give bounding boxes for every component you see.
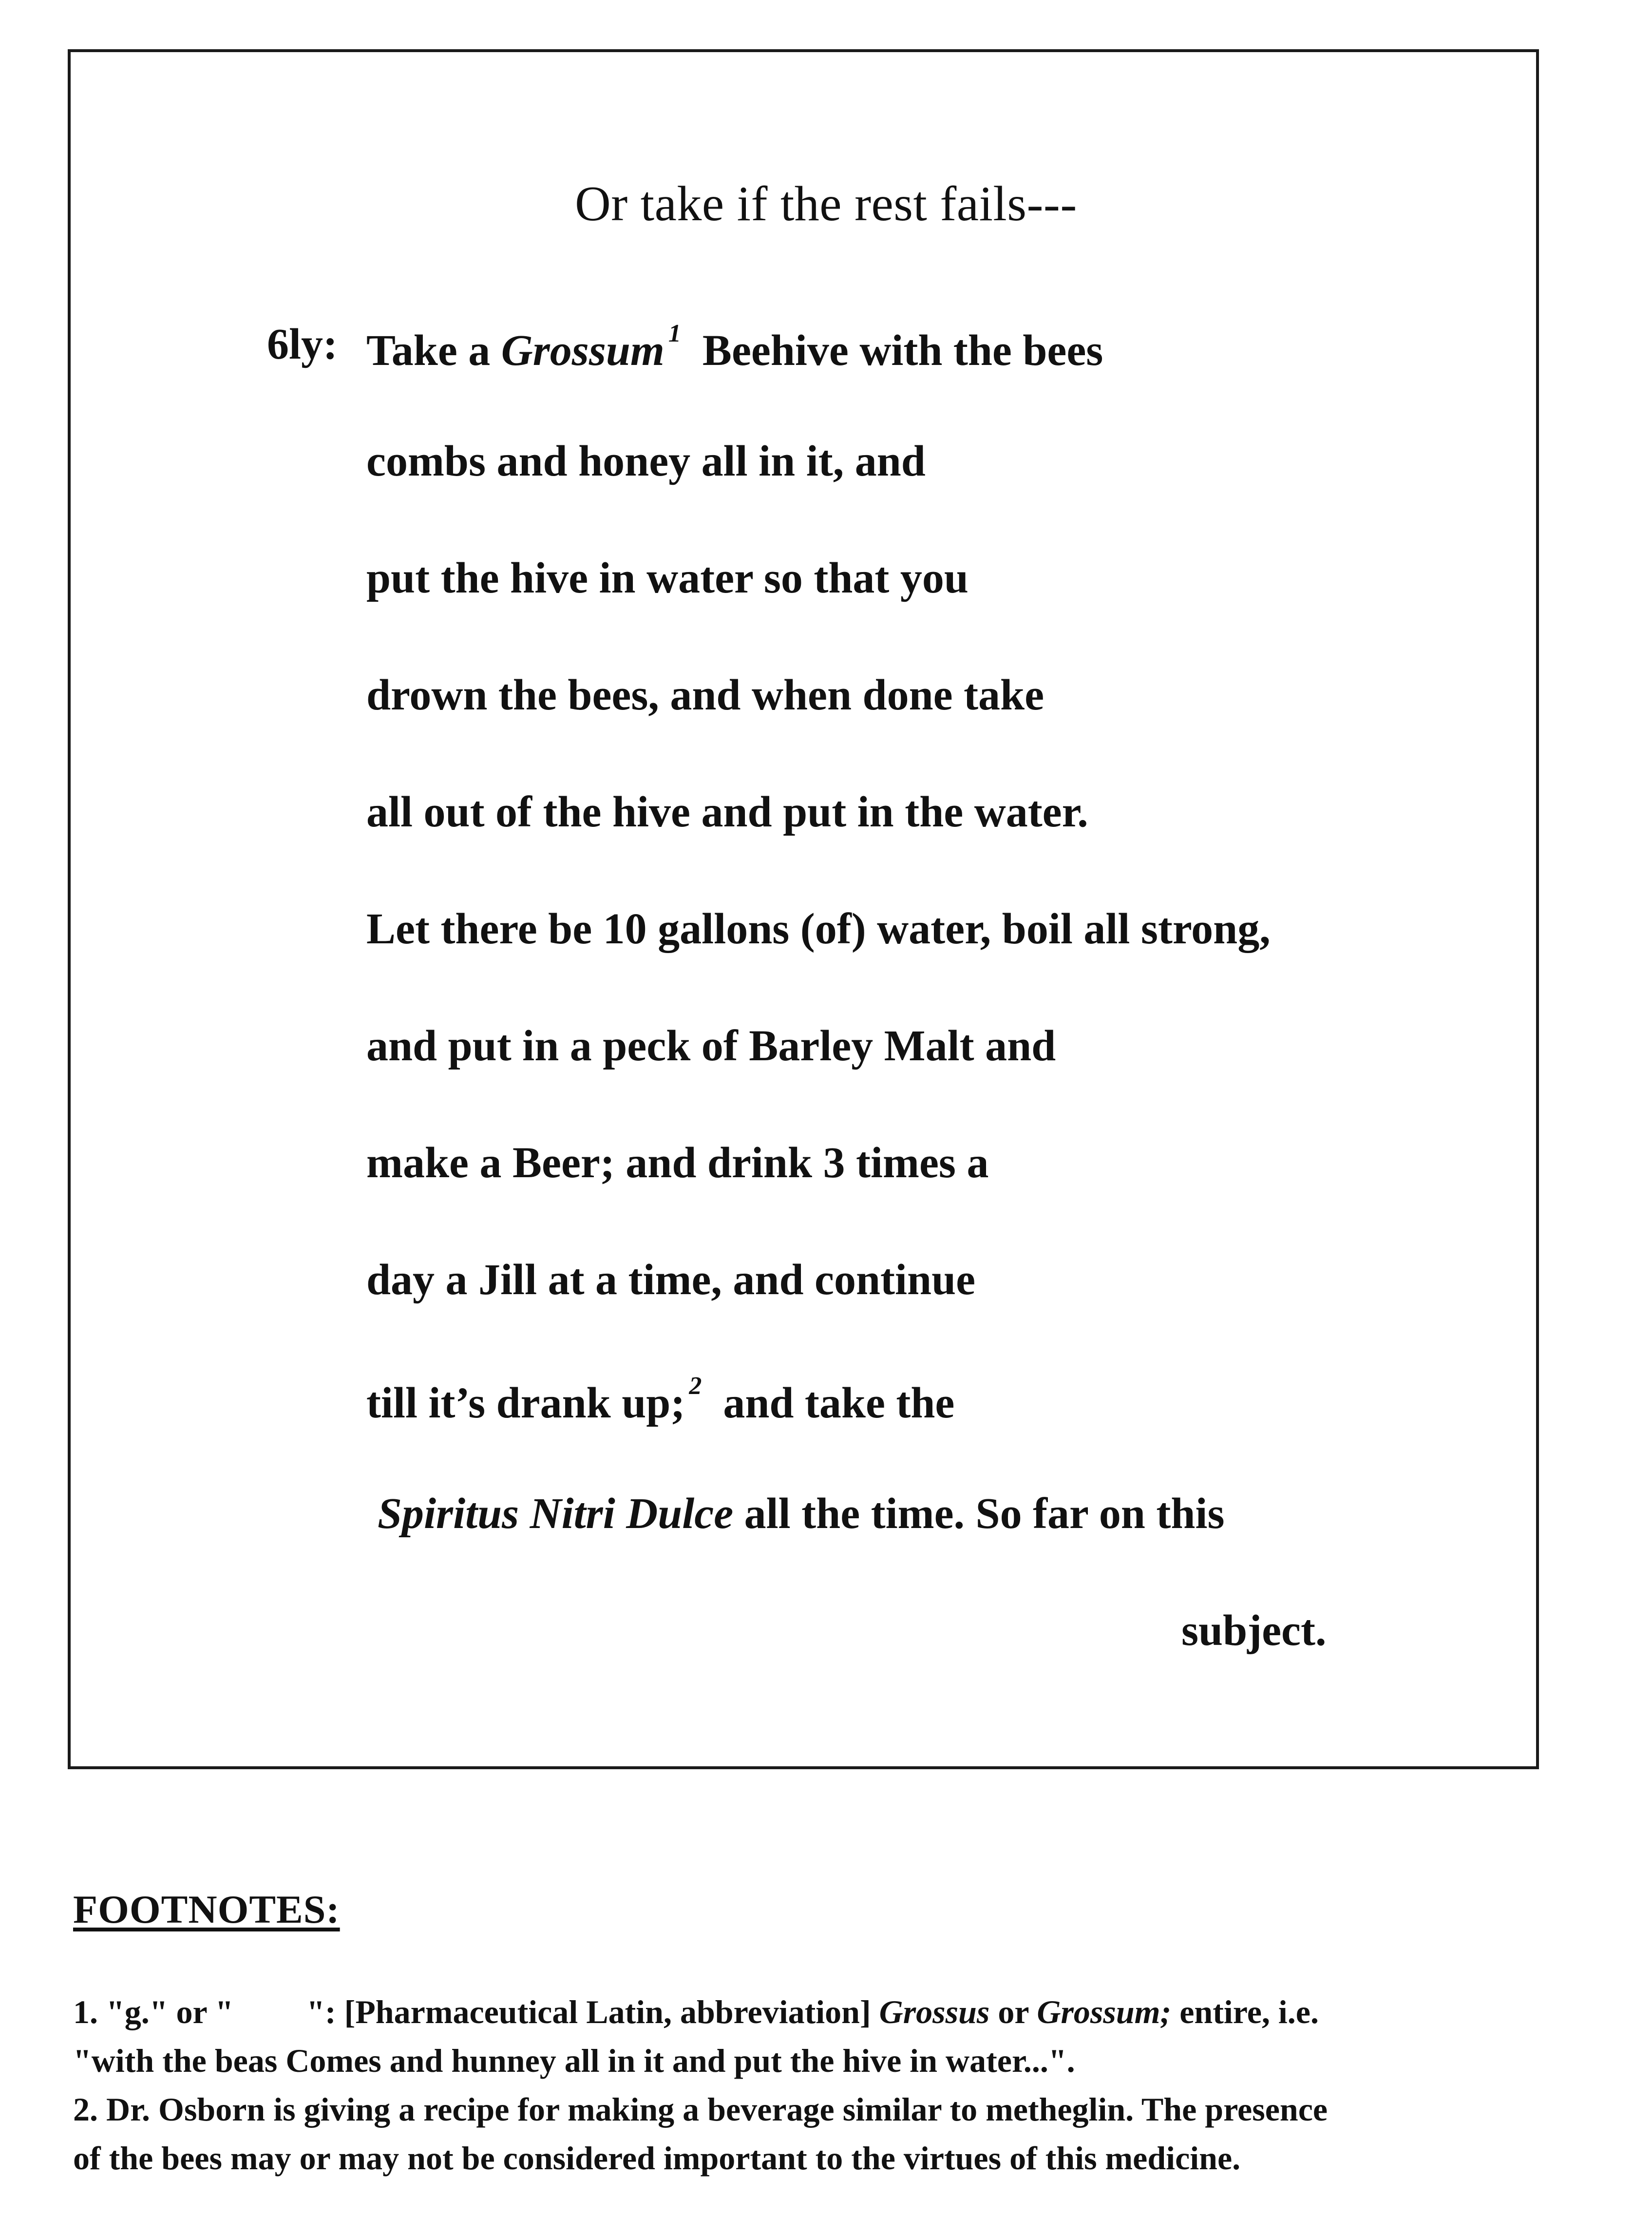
recipe-line-7: and put in a peck of Barley Malt and	[366, 1022, 1056, 1070]
footnote-1-part-c: or	[989, 1993, 1037, 2030]
recipe-line-9: day a Jill at a time, and continue	[366, 1256, 976, 1304]
recipe-line-10-start: till it’s drank up;	[366, 1379, 685, 1427]
footnote-2-line-1: 2. Dr. Osborn is giving a recipe for making a beverage similar to metheglin. The presence	[73, 2091, 1328, 2128]
grossum-term: Grossum	[501, 326, 665, 375]
footnote-ref-1: 1	[668, 320, 681, 347]
footnote-1-grossum: Grossum;	[1037, 1993, 1172, 2030]
recipe-title: Or take if the rest fails---	[575, 176, 1077, 231]
footnote-ref-2: 2	[689, 1372, 702, 1400]
recipe-line-12: subject.	[1181, 1606, 1327, 1655]
footnote-1-part-b: ": [Pharmaceutical Latin, abbreviation]	[306, 1993, 879, 2030]
recipe-line-5: all out of the hive and put in the water.	[366, 788, 1088, 836]
footnote-1-line-2: "with the beas Comes and hunney all in it and put the hive in water...".	[73, 2042, 1075, 2079]
recipe-line-2: combs and honey all in it, and	[366, 437, 926, 485]
recipe-line-10-end: and take the	[723, 1379, 955, 1427]
footnote-1-line-1	[73, 1993, 1319, 2031]
recipe-line-8: make a Beer; and drink 3 times a	[366, 1139, 989, 1187]
recipe-line-11	[378, 1489, 1224, 1539]
recipe-line-10	[366, 1372, 954, 1428]
footnote-1-part-a: 1. "g." or "	[73, 1993, 234, 2030]
footnotes-heading: FOOTNOTES:	[73, 1887, 340, 1931]
footnote-2-line-2: of the bees may or may not be considered important to the virtues of this medicine.	[73, 2140, 1241, 2177]
footnote-1-grossus: Grossus	[879, 1993, 990, 2030]
recipe-line-6: Let there be 10 gallons (of) water, boil all strong,	[366, 905, 1271, 953]
recipe-line-1-start: Take a	[366, 326, 501, 375]
recipe-line-3: put the hive in water so that you	[366, 554, 968, 602]
recipe-line-11-end: all the time. So far on this	[733, 1490, 1225, 1538]
recipe-line-1	[366, 319, 1103, 376]
recipe-line-1-end: Beehive with the bees	[702, 326, 1103, 375]
footnote-1-part-d: entire, i.e.	[1171, 1993, 1319, 2030]
recipe-line-4: drown the bees, and when done take	[366, 671, 1044, 719]
spiritus-term: Spiritus Nitri Dulce	[378, 1490, 734, 1538]
recipe-number: 6ly:	[267, 320, 338, 368]
